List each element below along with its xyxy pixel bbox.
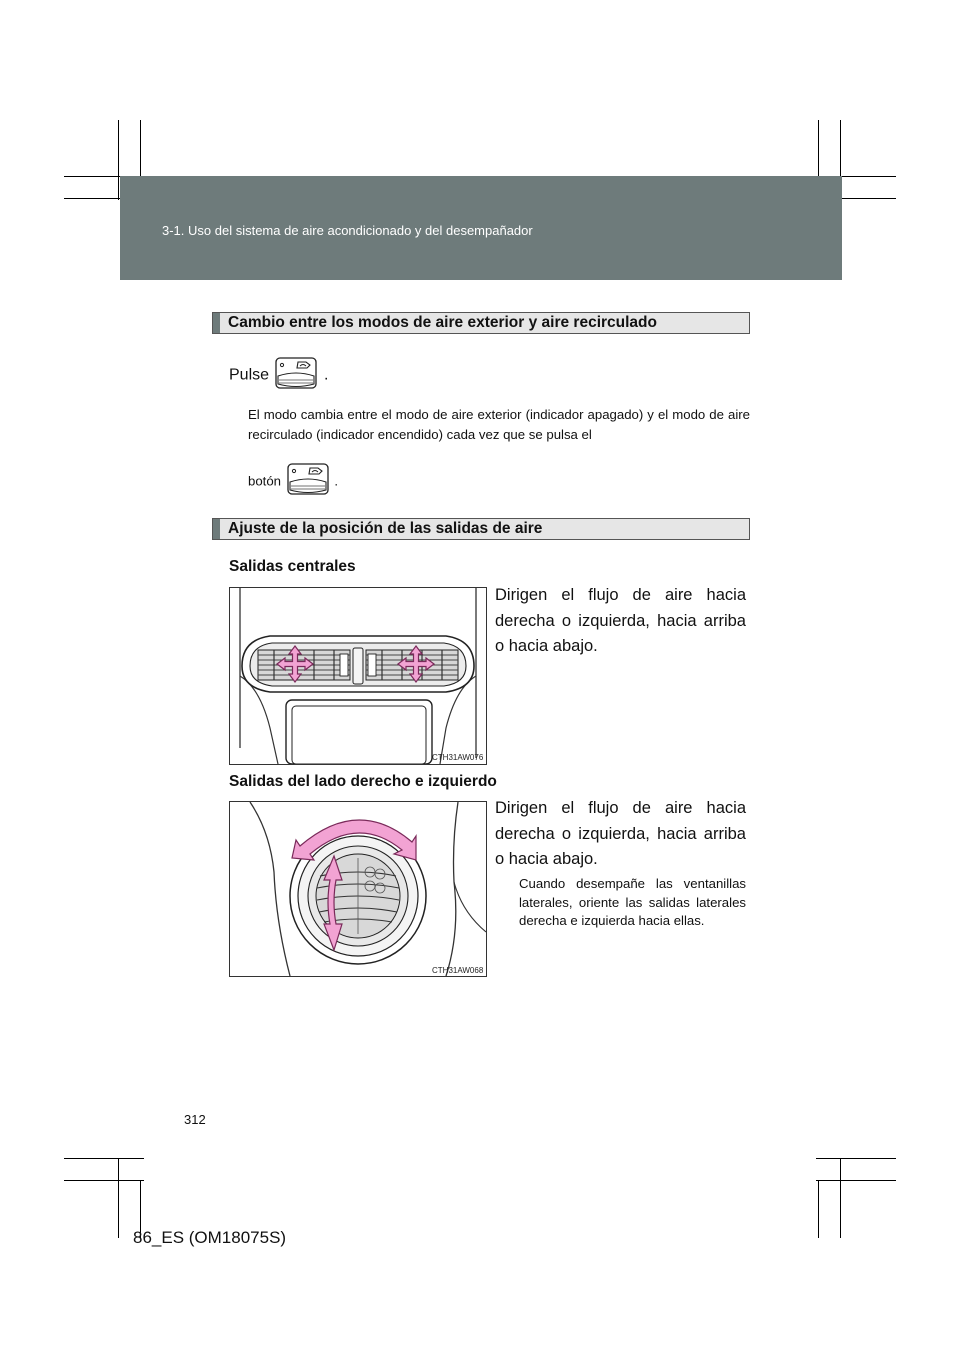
figure-code: CTH31AW076 [432,753,484,762]
pulse-instruction [229,356,328,395]
center-vents-illustration [230,588,486,764]
side-vents-text: Dirigen el flujo de aire hacia derecha o izquierda, hacia arriba o hacia abajo. [495,799,746,868]
section-accent [213,519,220,539]
pulse-word: Pulse [229,366,270,384]
page-number: 312 [184,1112,206,1127]
center-vents-text: Dirigen el flujo de aire hacia derecha o izquierda, hacia arriba o hacia abajo. [495,586,746,655]
section-title-bar-vents [212,518,750,540]
document-code: 86_ES (OM18075S) [133,1228,287,1247]
figure-code: CTH31AW068 [432,966,484,975]
recirculation-button-icon [273,356,319,395]
side-vents-figure [229,801,487,977]
section-title-bar-recirculation [212,312,750,334]
pulse-period: . [323,366,329,384]
boton-word: botón [248,473,282,489]
center-vents-heading: Salidas centrales [229,558,356,575]
section-accent [213,313,220,333]
recirculation-button-icon [285,462,331,502]
section-title: Cambio entre los modos de aire exterior y aire recirculado [228,314,657,331]
center-vents-figure [229,587,487,765]
boton-line [248,462,338,502]
side-vents-heading: Salidas del lado derecho e izquierdo [229,773,497,790]
side-vents-illustration [230,802,486,976]
chapter-breadcrumb: 3-1. Uso del sistema de aire acondicionado y del desempañador [162,223,533,238]
boton-period: . [334,473,339,489]
mode-description: El modo cambia entre el modo de aire exterior (indicador apagado) y el modo de aire recirculado (indicador encendido) cada vez que se pulsa el [248,407,750,442]
section-title: Ajuste de la posición de las salidas de aire [228,520,543,537]
side-vents-note: Cuando desempañe las ventanillas laterales, oriente las salidas laterales derecha e izquierda hacia ellas. [519,876,746,928]
